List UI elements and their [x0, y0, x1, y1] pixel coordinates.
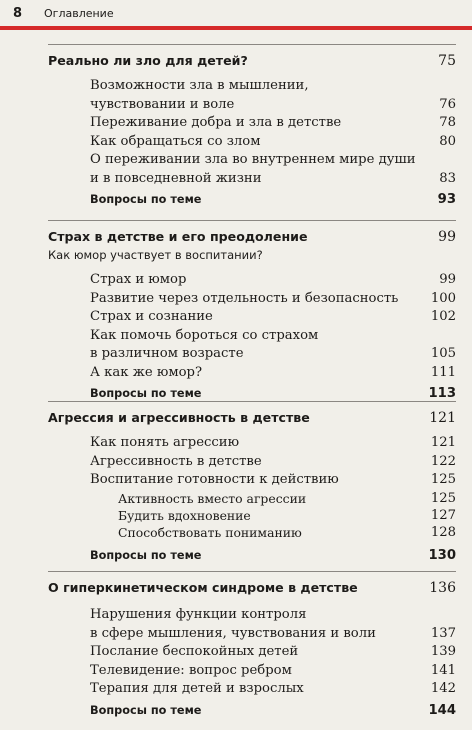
running-header [0, 0, 472, 30]
questions-page: 130 [428, 547, 456, 563]
section-title: О гиперкинетическом синдроме в детстве [48, 580, 358, 595]
questions-row [90, 547, 456, 566]
entry-page: 122 [430, 453, 456, 469]
questions-row [90, 702, 456, 721]
entry-line: Способствовать пониманию [118, 524, 302, 540]
entry-line: Страх и юмор [90, 272, 187, 287]
section-subtitle: Как юмор участвует в воспитании? [48, 248, 263, 262]
toc-subentry [118, 490, 456, 507]
entry-line: и в повседневной жизни [90, 170, 262, 186]
toc-entry [90, 271, 456, 290]
entry-line: Терапия для детей и взрослых [90, 681, 304, 696]
section-title-row [48, 408, 456, 428]
section-page: 75 [438, 53, 456, 69]
toc-entry [90, 327, 456, 364]
toc-entry [90, 680, 456, 699]
toc-entry [90, 471, 456, 490]
toc-entry [90, 453, 456, 472]
toc-entry [90, 606, 456, 643]
entry-line: Агрессивность в детстве [90, 453, 262, 469]
page-number: 8 [13, 6, 23, 21]
entry-line: Развитие через отдельность и безопасность [90, 290, 399, 306]
section-title-row [48, 578, 456, 598]
toc-entry [90, 434, 456, 453]
toc-entry [90, 133, 456, 152]
entry-line: чувствовании и воле [90, 96, 235, 112]
entry-line: Нарушения функции контроля [90, 607, 307, 622]
section-title: Агрессия и агрессивность в детстве [48, 410, 310, 425]
entry-line: Телевидение: вопрос ребром [90, 662, 292, 678]
entry-line: О переживании зла во внутреннем мире души [90, 152, 416, 167]
entry-line: в различном возрасте [90, 346, 244, 361]
toc-subentry [118, 524, 456, 541]
entry-page: 76 [439, 96, 456, 112]
section-title: Страх в детстве и его преодоление [48, 229, 308, 244]
entry-line: Страх и сознание [90, 309, 213, 324]
questions-label: Вопросы по теме [90, 703, 202, 717]
toc-entry [90, 290, 456, 309]
entry-page: 127 [430, 507, 456, 523]
toc-entry [90, 643, 456, 662]
toc-entry [90, 308, 456, 327]
entry-line: Воспитание готовности к действию [90, 472, 339, 487]
entry-page: 137 [430, 625, 456, 641]
section-page: 99 [438, 229, 456, 245]
entry-page: 100 [430, 290, 456, 306]
toc-section [48, 571, 456, 720]
section-divider [48, 571, 456, 572]
entry-page: 80 [439, 133, 456, 149]
entry-line: Переживание добра и зла в детстве [90, 115, 342, 130]
questions-label: Вопросы по теме [90, 193, 202, 206]
entry-line: Будить вдохновение [118, 507, 251, 523]
questions-row [90, 191, 456, 210]
section-page: 121 [429, 410, 456, 426]
entry-line: А как же юмор? [90, 364, 203, 380]
entry-line: Как обращаться со злом [90, 133, 261, 149]
entry-page: 142 [430, 681, 456, 696]
toc-section [48, 44, 456, 210]
entry-line: Возможности зла в мышлении, [90, 78, 309, 93]
section-subtitle-row [48, 247, 456, 264]
toc-section [48, 220, 456, 404]
section-divider [48, 44, 456, 45]
entry-line: Как помочь бороться со страхом [90, 327, 319, 343]
questions-label: Вопросы по теме [90, 387, 202, 400]
entry-page: 125 [430, 490, 456, 506]
section-title-row [48, 51, 456, 71]
entry-page: 141 [430, 662, 456, 678]
entry-page: 78 [439, 115, 456, 130]
entry-page: 125 [430, 472, 456, 487]
entry-page: 83 [439, 170, 456, 186]
questions-page: 93 [437, 192, 456, 207]
section-title-row [48, 227, 456, 247]
section-title: Реально ли зло для детей? [48, 53, 248, 68]
entry-line: Послание беспокойных детей [90, 644, 299, 659]
toc-entry [90, 662, 456, 681]
entry-page: 105 [430, 346, 456, 361]
header-rule [0, 26, 472, 30]
entry-page: 128 [430, 524, 456, 540]
running-title: Оглавление [44, 7, 114, 20]
questions-page: 144 [428, 702, 456, 718]
section-divider [48, 401, 456, 402]
entry-page: 139 [430, 644, 456, 659]
entry-line: в сфере мышления, чувствования и воли [90, 625, 376, 641]
questions-page: 113 [428, 386, 456, 401]
entry-line: Как понять агрессию [90, 435, 240, 450]
entry-page: 121 [430, 435, 456, 450]
entry-line: Активность вместо агрессии [118, 490, 307, 506]
entry-page: 111 [430, 364, 456, 380]
entry-page: 102 [430, 309, 456, 324]
toc-subentry [118, 507, 456, 524]
entry-page: 99 [439, 272, 456, 287]
toc-entry [90, 151, 456, 188]
section-page: 136 [429, 580, 456, 596]
toc-entry [90, 77, 456, 114]
section-divider [48, 220, 456, 221]
toc-section [48, 401, 456, 565]
toc-entry [90, 364, 456, 383]
questions-label: Вопросы по теме [90, 548, 202, 562]
toc-entry [90, 114, 456, 133]
